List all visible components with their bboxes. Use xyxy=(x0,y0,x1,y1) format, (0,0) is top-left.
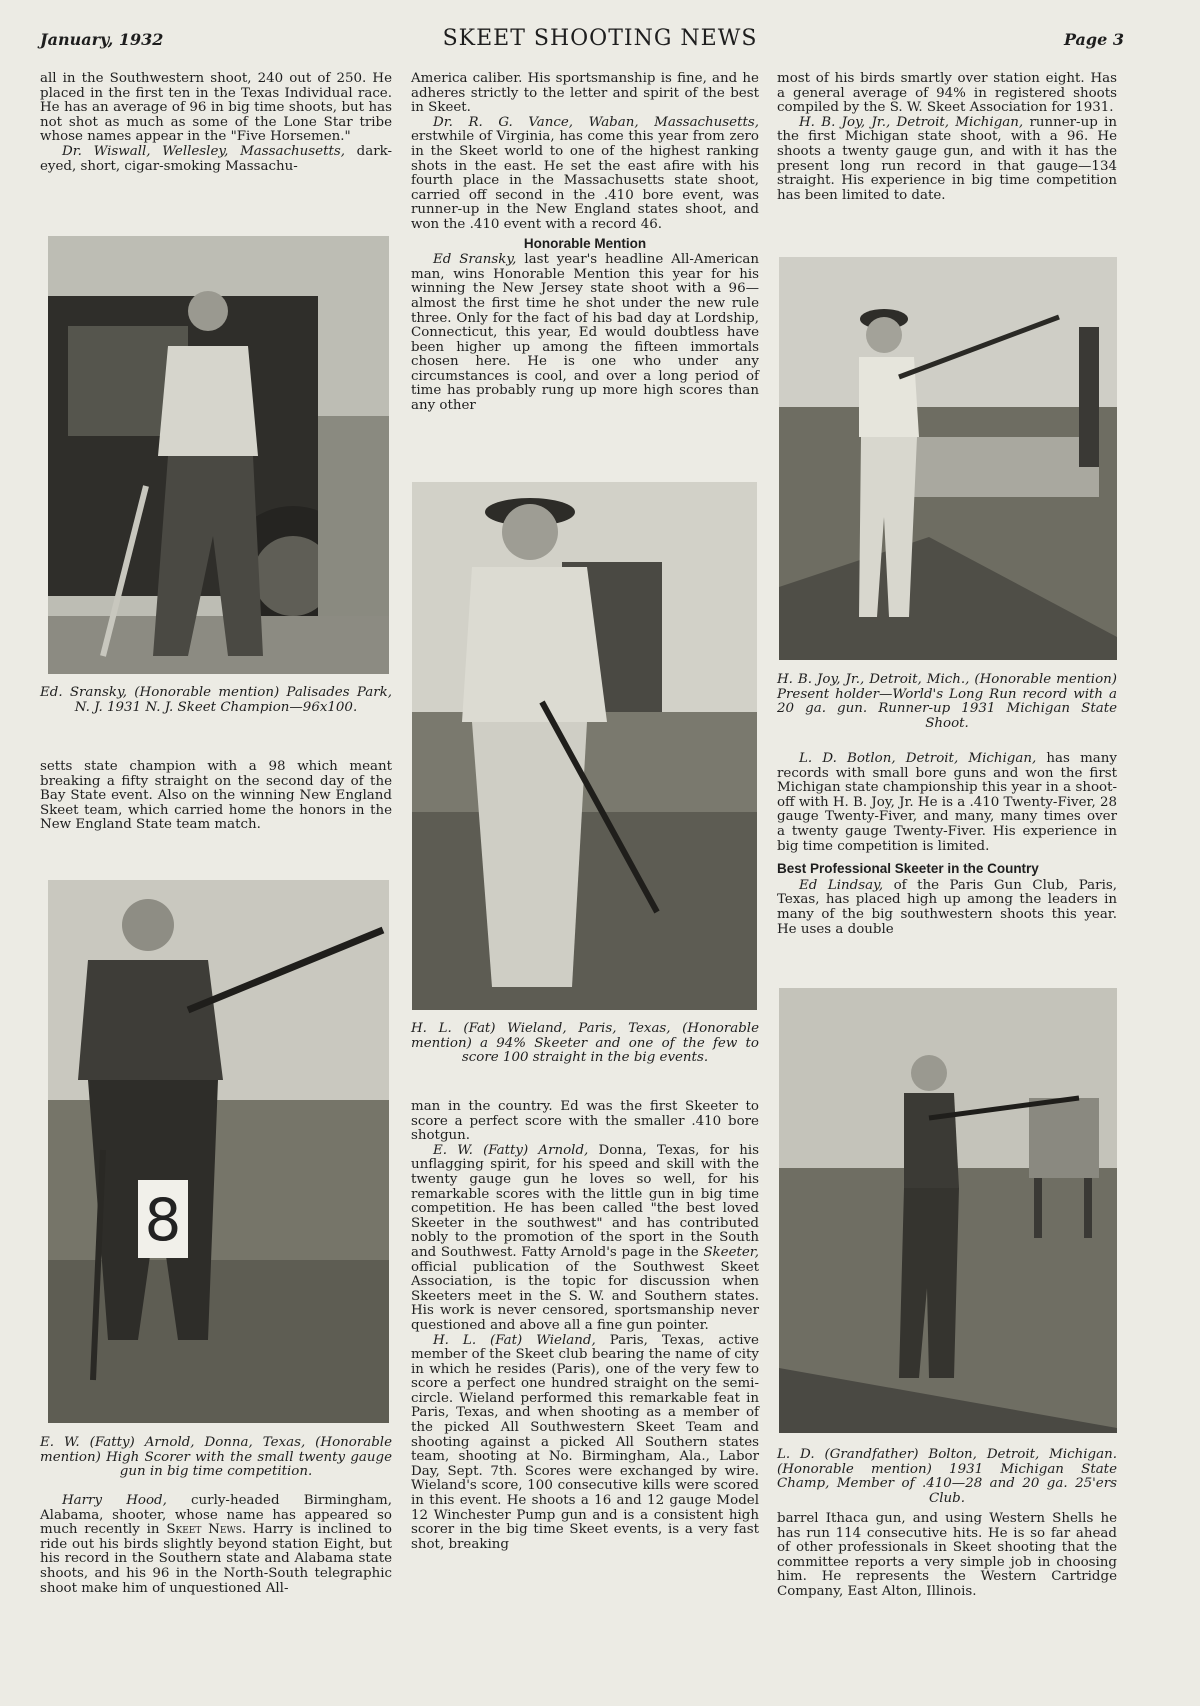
col2-top-text xyxy=(411,72,759,414)
caption-wieland: H. L. (Fat) Wieland, Paris, Texas, (Honorable mention) a 94% Skeeter and one of the few to score 100 straight in the big events. xyxy=(411,1021,759,1065)
col2-paragraph-1: America caliber. His sportsmanship is fine, and he adheres strictly to the letter and spirit of the best in Skeet. xyxy=(411,71,759,116)
col2-bottom-text xyxy=(411,1100,759,1552)
col2-paragraph-5-text-a: Donna, Texas, for his unflagging spirit, for his speed and skill with the twenty gauge gun he loves so well, for his remarkable scores with the little gun in big time competition. He has been called "the best loved Skeeter in the southwest" and has contributed nobly to the promotion of the sport in the South and Southwest. Fatty Arnold's page in the xyxy=(411,1142,759,1260)
col3-top-text xyxy=(777,72,1117,203)
col1-paragraph-3: setts state champion with a 98 which meant breaking a fifty straight on the second day of the Bay State event. Also on the winning New England Skeet team, which carried home the honors in the New England State team match. xyxy=(40,759,392,833)
col2-paragraph-5 xyxy=(411,1144,759,1334)
person-name-botlon: L. D. Botlon, Detroit, Michigan, xyxy=(799,751,1037,766)
svg-text:8: 8 xyxy=(144,1186,182,1254)
col1-paragraph-2-text: dark-eyed, short, cigar-smoking Massachu- xyxy=(40,143,393,174)
person-name-sransky: Ed Sransky, xyxy=(433,252,517,268)
col3-paragraph-3 xyxy=(777,752,1117,854)
person-name-joy: H. B. Joy, Jr., Detroit, Michigan, xyxy=(799,114,1024,130)
col3-paragraph-2-text: runner-up in the first Michigan state shoot, with a 96. He shoots a twenty gauge gun, and with it has the present long run record in that gauge—134 straight. His experience in big time competition has been limited to date. xyxy=(777,114,1117,203)
col3-paragraph-5: barrel Ithaca gun, and using Western Shells he has run 114 consecutive hits. He is so far ahead of other professionals in Skeet shooting that the committee reports a very simple job in choosing him. He represents the Western Cartridge Company, East Alton, Illinois. xyxy=(777,1511,1117,1599)
col1-paragraph-4 xyxy=(40,1494,392,1596)
person-name-lindsay: Ed Lindsay, xyxy=(799,877,884,893)
col1-top-text xyxy=(40,72,392,174)
col1-paragraph-4-text-a: curly-headed Birmingham, Alabama, shooter, whose name has appeared so much recently in xyxy=(40,1493,392,1538)
col3-middle-text xyxy=(777,752,1117,937)
col2-paragraph-2 xyxy=(411,116,759,233)
col3-paragraph-2 xyxy=(777,116,1117,204)
col2-paragraph-2-text: erstwhile of Virginia, has come this year from zero in the Skeet world to one of the highest ranking shots in the east. He set the east afire with his fourth place in the Massachusetts state shoot, carried off second in the .410 bore event, was runner-up in the New England states shoot, and won the .410 event with a record 46. xyxy=(411,129,759,232)
page-number: Page 3 xyxy=(1063,30,1124,49)
person-name-wiswall: Dr. Wiswall, Wellesley, Massachusetts, xyxy=(62,143,345,159)
heading-honorable-mention: Honorable Mention xyxy=(523,235,647,251)
caption-joy: H. B. Joy, Jr., Detroit, Mich., (Honorable mention) Present holder—World's Long Run record with a 20 ga. gun. Runner-up 1931 Michigan State Shoot. xyxy=(777,672,1117,731)
col1-middle-text xyxy=(40,760,392,833)
person-name-hood: Harry Hood, xyxy=(62,1493,167,1508)
col2-paragraph-3 xyxy=(411,253,759,414)
col1-paragraph-1: all in the Southwestern shoot, 240 out of 250. He placed in the first ten in the Texas Individual race. He has an average of 96 in big time shoots, but has not shot as much as some of the Lone Star tribe whose names appear in the "Five Horsemen." xyxy=(40,71,392,145)
col1-bottom-text xyxy=(40,1494,392,1596)
person-name-wieland: H. L. (Fat) Wieland, xyxy=(433,1332,596,1348)
col3-bottom-text xyxy=(777,1512,1117,1600)
publication-name-skeeter: Skeeter, xyxy=(703,1244,759,1260)
col2-paragraph-3-text: last year's headline All-American man, wins Honorable Mention this year for his winning the New Jersey state shoot with a 96—almost the first time he shot under the new rule three. Only for the fact of his bad day at Lordship, Connecticut, this year, Ed would doubtless have been higher up among the fifteen immortals chosen here. He is one who under any circumstances is cool, and over a long period of time has probably rung up more high scores than any other xyxy=(411,252,759,414)
header-date: January, 1932 xyxy=(40,30,164,49)
magazine-name-mention: Skeet News xyxy=(166,1522,242,1538)
heading-best-professional: Best Professional Skeeter in the Country xyxy=(777,861,1039,877)
col1-paragraph-2 xyxy=(40,145,392,174)
person-name-vance: Dr. R. G. Vance, Waban, Massachusetts, xyxy=(433,114,759,130)
col2-paragraph-4: man in the country. Ed was the first Skeeter to score a perfect score with the smaller .410 bore shotgun. xyxy=(411,1099,759,1144)
magazine-title: SKEET SHOOTING NEWS xyxy=(442,26,758,51)
photo-sransky xyxy=(48,236,389,674)
person-name-arnold: E. W. (Fatty) Arnold, xyxy=(433,1142,589,1158)
photo-bolton xyxy=(779,988,1117,1433)
col3-paragraph-4-text: of the Paris Gun Club, Paris, Texas, has placed high up among the leaders in many of the big southwestern shoots this year. He uses a double xyxy=(777,877,1117,937)
photo-joy xyxy=(779,257,1117,660)
col3-paragraph-1: most of his birds smartly over station eight. Has a general average of 94% in registered shoots compiled by the S. W. Skeet Association for 1931. xyxy=(777,71,1117,116)
col2-paragraph-5-text-b: official publication of the Southwest Skeet Association, is the topic for discussion when Skeeters meet in the S. W. and Southern states. His work is never censored, sportsmanship never questioned and above all a fine gun pointer. xyxy=(411,1259,759,1333)
col2-paragraph-6-text: Paris, Texas, active member of the Skeet club bearing the name of city in which he resides (Paris), one of the very few to score a perfect one hundred straight on the semi-circle. Wieland performed this remarkable feat in Paris, Texas, and when shooting as a member of the picked All Southwestern Skeet Team and shooting against a picked All Southern states team, shooting at No. Birmingham, Ala., Labor Day, Sept. 7th. Scores were exchanged by wire. Wieland's score, 100 consecutive kills were scored in this event. He shoots a 16 and 12 gauge Model 12 Winchester Pump gun and is a consistent high scorer in the big time Skeet events, is a very fast shot, breaking xyxy=(411,1332,759,1552)
caption-sransky: Ed. Sransky, (Honorable mention) Palisades Park, N. J. 1931 N. J. Skeet Champion—96x100. xyxy=(40,685,392,715)
photo-arnold xyxy=(48,880,389,1423)
col1-paragraph-4-text-b: . Harry is inclined to ride out his birds slightly beyond station Eight, but his record in the Southern state and Alabama state shoots, and his 96 in the North-South telegraphic shoot make him of unquestioned All- xyxy=(40,1522,392,1596)
col2-paragraph-6 xyxy=(411,1334,759,1553)
caption-arnold: E. W. (Fatty) Arnold, Donna, Texas, (Honorable mention) High Scorer with the small twenty gauge gun in big time competition. xyxy=(40,1435,392,1479)
col3-paragraph-3-text: has many records with small bore guns and won the first Michigan state championship this year in a shoot-off with H. B. Joy, Jr. He is a .410 Twenty-Fiver, 28 gauge Twenty-Fiver, and many, many times over a twenty gauge Twenty-Fiver. His experience in big time competition is limited. xyxy=(777,751,1117,854)
caption-bolton: L. D. (Grandfather) Bolton, Detroit, Michigan. (Honorable mention) 1931 Michigan State Champ, Member of .410—28 and 20 ga. 25'ers Club. xyxy=(777,1447,1117,1506)
col3-paragraph-4 xyxy=(777,879,1117,937)
photo-wieland xyxy=(412,482,757,1010)
